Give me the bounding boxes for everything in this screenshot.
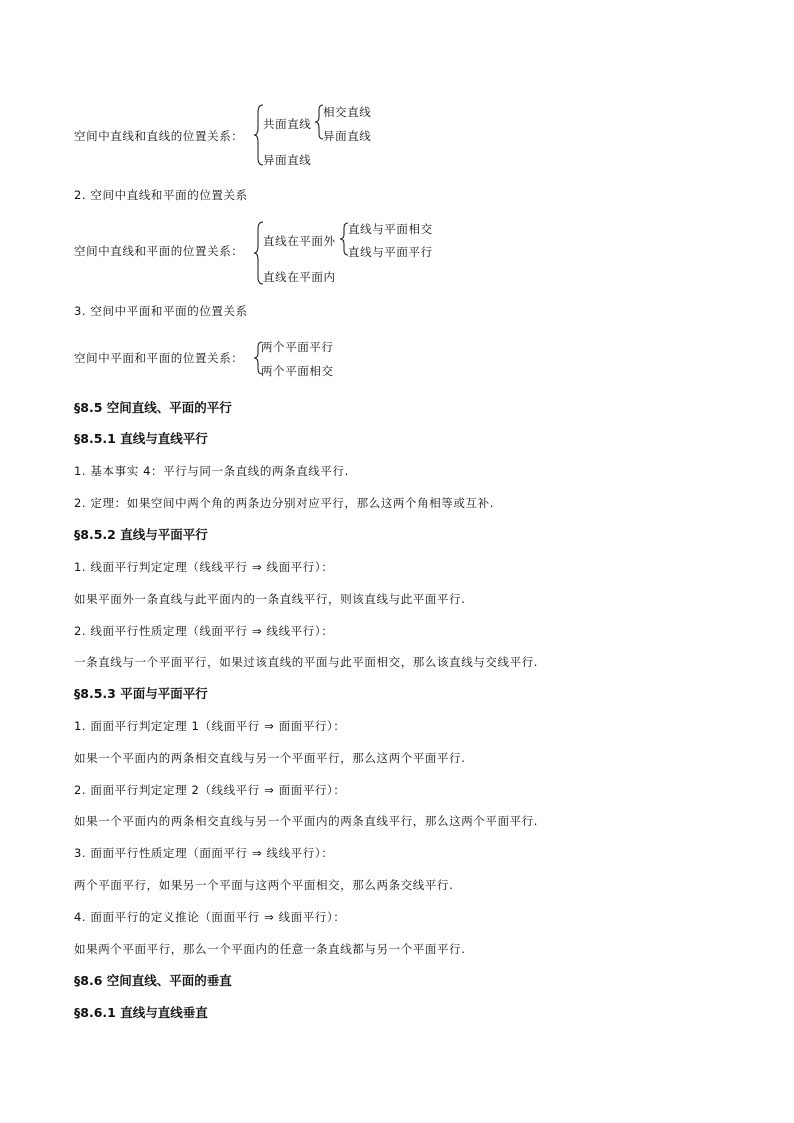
paragraph: 两个平面平行，如果另一个平面与这两个平面相交，那么两条交线平行. bbox=[74, 878, 454, 892]
heading-8-5-1: §8.5.1 直线与直线平行 bbox=[74, 431, 208, 446]
heading-8-5-3: §8.5.3 平面与平面平行 bbox=[74, 686, 208, 701]
paragraph: 如果两个平面平行，那么一个平面内的任意一条直线都与另一个平面平行. bbox=[74, 942, 466, 956]
heading-8-6: §8.6 空间直线、平面的垂直 bbox=[74, 973, 232, 988]
tree-branch-outside: 直线在平面外 bbox=[263, 234, 336, 248]
heading-8-5: §8.5 空间直线、平面的平行 bbox=[74, 400, 232, 415]
tree-branch-inside: 直线在平面内 bbox=[263, 270, 336, 284]
paragraph: 一条直线与一个平面平行，如果过该直线的平面与此平面相交，那么该直线与交线平行. bbox=[74, 655, 539, 669]
tree-root-label: 空间中平面和平面的位置关系： bbox=[74, 351, 244, 365]
tree-root-label: 空间中直线和直线的位置关系： bbox=[74, 129, 244, 143]
section-title-plane-plane: 3. 空间中平面和平面的位置关系 bbox=[74, 304, 248, 318]
paragraph: 3. 面面平行性质定理（面面平行 ⇒ 线线平行）： bbox=[74, 846, 334, 860]
tree-branch-coplanar: 共面直线 bbox=[263, 117, 312, 131]
plane-plane-relation-tree bbox=[74, 338, 594, 382]
paragraph: 如果一个平面内的两条相交直线与另一个平面平行，那么这两个平面平行. bbox=[74, 751, 466, 765]
heading-8-6-1: §8.6.1 直线与直线垂直 bbox=[74, 1005, 208, 1020]
paragraph: 1. 基本事实 4：平行与同一条直线的两条直线平行. bbox=[74, 464, 349, 478]
section-title-line-plane: 2. 空间中直线和平面的位置关系 bbox=[74, 188, 248, 202]
paragraph: 2. 线面平行性质定理（线面平行 ⇒ 线线平行）： bbox=[74, 624, 334, 638]
tree-root-label: 空间中直线和平面的位置关系： bbox=[74, 244, 244, 258]
paragraph: 1. 线面平行判定定理（线线平行 ⇒ 线面平行）： bbox=[74, 560, 334, 574]
paragraph: 2. 面面平行判定定理 2（线线平行 ⇒ 面面平行）： bbox=[74, 783, 346, 797]
tree-leaf-skew: 异面直线 bbox=[323, 129, 372, 143]
line-plane-relation-tree bbox=[74, 218, 594, 290]
tree-leaf-parallel: 直线与平面平行 bbox=[348, 245, 433, 259]
paragraph: 如果一个平面内的两条相交直线与另一个平面内的两条直线平行，那么这两个平面平行. bbox=[74, 814, 539, 828]
tree-leaf-intersect: 两个平面相交 bbox=[261, 364, 334, 378]
tree-branch-skew: 异面直线 bbox=[263, 153, 312, 167]
tree-leaf-parallel: 两个平面平行 bbox=[261, 340, 334, 354]
paragraph: 2. 定理：如果空间中两个角的两条边分别对应平行，那么这两个角相等或互补. bbox=[74, 496, 494, 510]
heading-8-5-2: §8.5.2 直线与平面平行 bbox=[74, 527, 208, 542]
paragraph: 如果平面外一条直线与此平面内的一条直线平行，则该直线与此平面平行. bbox=[74, 592, 466, 606]
tree-leaf-intersect: 直线与平面相交 bbox=[348, 222, 433, 236]
paragraph: 1. 面面平行判定定理 1（线面平行 ⇒ 面面平行）： bbox=[74, 719, 346, 733]
paragraph: 4. 面面平行的定义推论（面面平行 ⇒ 线面平行）： bbox=[74, 910, 346, 924]
tree-leaf-intersecting: 相交直线 bbox=[323, 105, 372, 119]
line-line-relation-tree bbox=[74, 100, 594, 172]
